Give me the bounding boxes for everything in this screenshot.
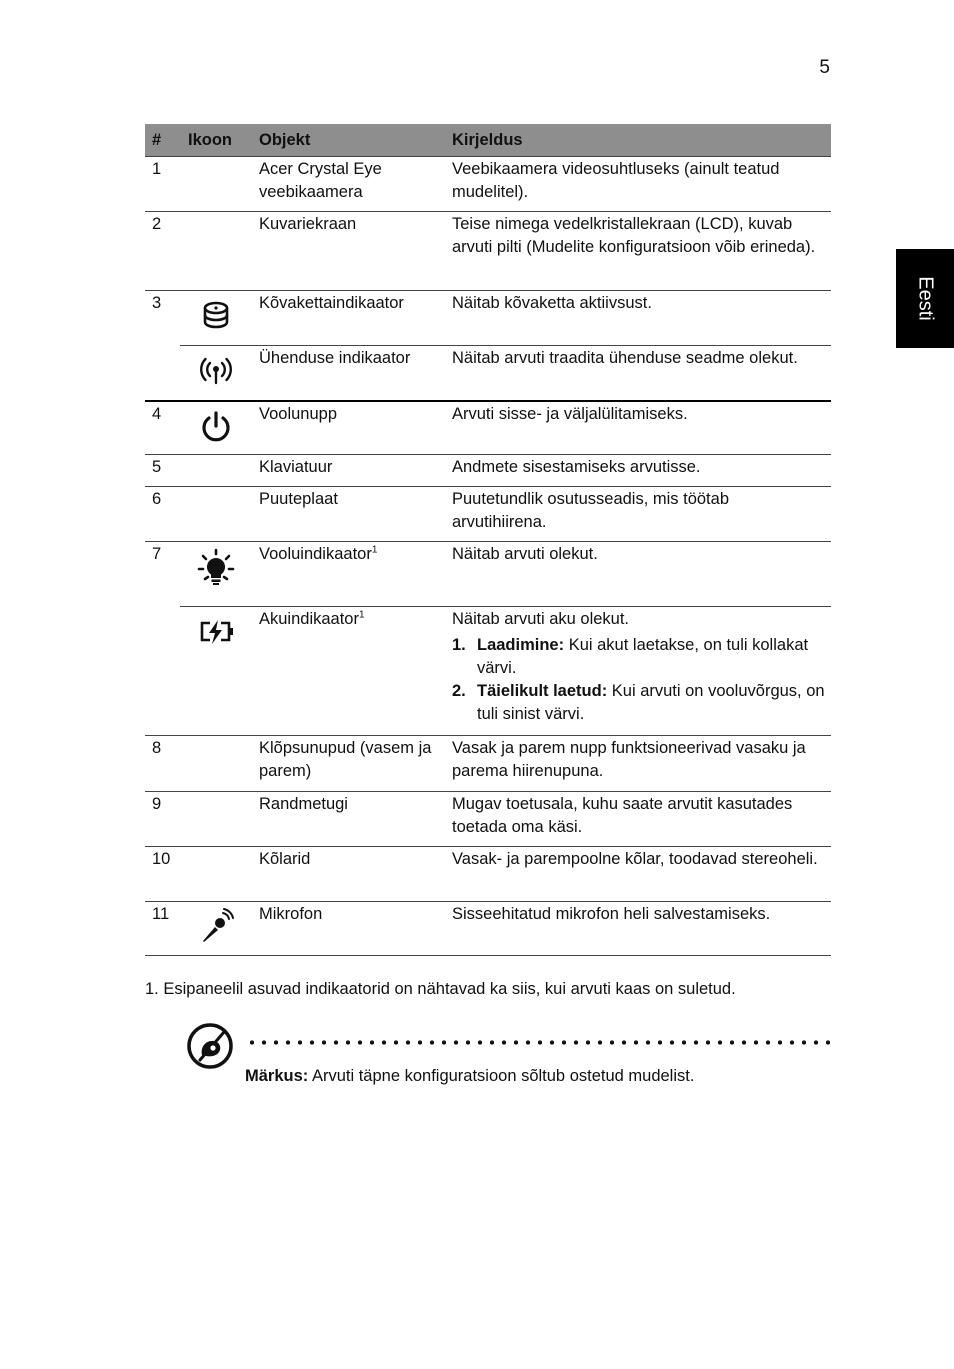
table-row (145, 212, 831, 291)
row-number: 5 (145, 455, 180, 487)
table-row (145, 346, 831, 401)
row-object: Kõvakettaindikaator (252, 291, 445, 346)
hdd-icon (197, 297, 235, 335)
table-row (145, 847, 831, 902)
note-icon (186, 1022, 234, 1070)
row-object: Klõpsunupud (vasem ja parem) (252, 736, 445, 792)
header-number: # (145, 124, 180, 157)
note-body: Arvuti täpne konfiguratsioon sõltub ostetud mudelist. (308, 1067, 695, 1085)
list-text: Kui akut laetakse, on tuli kollakat värvi. (477, 636, 809, 677)
state-list (452, 634, 827, 726)
row-number: 11 (145, 902, 180, 956)
power-icon (197, 408, 235, 446)
row-object: Ühenduse indikaator (252, 346, 445, 401)
components-table (145, 124, 831, 956)
footnote: 1. Esipaneelil asuvad indikaatorid on nähtavad ka siis, kui arvuti kaas on suletud. (145, 980, 736, 998)
power-indicator-icon (197, 548, 235, 586)
row-number: 2 (145, 212, 180, 291)
list-text: Kui arvuti on vooluvõrgus, on tuli sinist värvi. (477, 682, 825, 723)
table-row (145, 291, 831, 346)
page-number: 5 (819, 57, 830, 78)
table-row (145, 157, 831, 212)
row-description: Teise nimega vedelkristallekraan (LCD), kuvab arvuti pilti (Mudelite konfiguratsioon võib erineda). (445, 212, 831, 291)
row-object: Acer Crystal Eye veebikaamera (252, 157, 445, 212)
row-number: 7 (145, 542, 180, 736)
note (245, 1065, 835, 1088)
language-tab (896, 249, 954, 348)
row-number: 8 (145, 736, 180, 792)
footnote-marker: 1 (371, 544, 378, 556)
row-description: Näitab kõvaketta aktiivsust. (445, 291, 831, 346)
row-object: Puuteplaat (252, 487, 445, 542)
table-row (145, 607, 831, 736)
row-description: Vasak ja parem nupp funktsioneerivad vasaku ja parema hiirenupuna. (445, 736, 831, 792)
object-label: Vooluindikaator (259, 545, 372, 563)
list-item: 1. Laadimine: Kui akut laetakse, on tuli kollakat värvi. (452, 636, 809, 677)
footnote-marker: 1 (358, 609, 365, 621)
description-text: Näitab arvuti aku olekut. (452, 610, 630, 628)
row-object: Klaviatuur (252, 455, 445, 487)
row-description: Veebikaamera videosuhtluseks (ainult teatud mudelitel). (445, 157, 831, 212)
language-tab-label: Eesti (914, 276, 937, 321)
note-label: Märkus: (245, 1067, 309, 1085)
list-term: Laadimine: (477, 636, 565, 654)
row-number: 6 (145, 487, 180, 542)
row-description: Puutetundlik osutusseadis, mis töötab arvutihiirena. (445, 487, 831, 542)
table-row (145, 487, 831, 542)
table-row (145, 902, 831, 956)
row-description: Mugav toetusala, kuhu saate arvutit kasutades toetada oma käsi. (445, 792, 831, 847)
microphone-icon (197, 908, 235, 946)
row-object: Voolunupp (252, 401, 445, 455)
table-row (145, 542, 831, 607)
row-description: Vasak- ja parempoolne kõlar, toodavad stereoheli. (445, 847, 831, 902)
table-row (145, 792, 831, 847)
table-row (145, 736, 831, 792)
table-header-row (145, 124, 831, 157)
row-object: Kõlarid (252, 847, 445, 902)
row-description: Sisseehitatud mikrofon heli salvestamiseks. (445, 902, 831, 956)
row-description (445, 607, 831, 736)
note-divider (246, 1040, 832, 1045)
table-row (145, 455, 831, 487)
row-description: Arvuti sisse- ja väljalülitamiseks. (445, 401, 831, 455)
header-object: Objekt (252, 124, 445, 157)
row-description: Näitab arvuti traadita ühenduse seadme olekut. (445, 346, 831, 401)
wireless-icon (197, 352, 235, 390)
row-number: 3 (145, 291, 180, 401)
row-object (252, 542, 445, 607)
row-object: Randmetugi (252, 792, 445, 847)
battery-icon (197, 613, 235, 651)
row-description: Näitab arvuti olekut. (445, 542, 831, 607)
object-label: Akuindikaator (259, 610, 359, 628)
header-icon: Ikoon (180, 124, 252, 157)
row-number: 4 (145, 401, 180, 455)
list-term: Täielikult laetud: (477, 682, 608, 700)
row-number: 10 (145, 847, 180, 902)
row-description: Andmete sisestamiseks arvutisse. (445, 455, 831, 487)
header-description: Kirjeldus (445, 124, 831, 157)
table-row (145, 401, 831, 455)
row-number: 9 (145, 792, 180, 847)
row-object (252, 607, 445, 736)
row-object: Mikrofon (252, 902, 445, 956)
row-number: 1 (145, 157, 180, 212)
list-item: 2. Täielikult laetud: Kui arvuti on vooluvõrgus, on tuli sinist värvi. (452, 682, 825, 723)
row-object: Kuvariekraan (252, 212, 445, 291)
